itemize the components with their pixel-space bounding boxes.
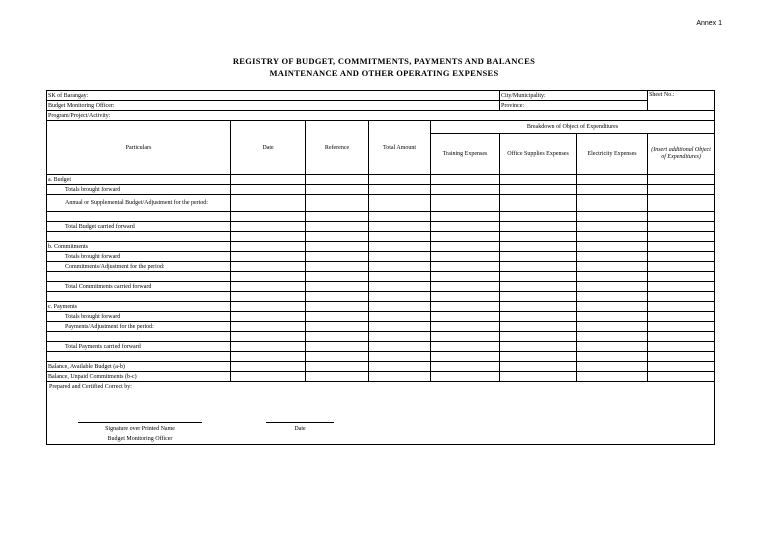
payments-total-carried: Total Payments carried forward	[47, 342, 231, 352]
province-field[interactable]: Province:	[500, 101, 648, 111]
prepared-label: Prepared and Certified Correct by:	[49, 384, 132, 390]
balance-available: Balance, Available Budget (a-b)	[47, 362, 231, 372]
sk-barangay-field[interactable]: SK of Barangay:	[47, 91, 500, 101]
form-title: REGISTRY OF BUDGET, COMMITMENTS, PAYMENTS AND BALANCES	[232, 56, 536, 66]
balance-unpaid: Balance, Unpaid Commitments (b-c)	[47, 372, 231, 382]
col-breakdown: Breakdown of Object of Expenditures	[431, 121, 715, 134]
section-commitments: b. Commitments	[47, 242, 231, 252]
payments-totals-forward: Totals brought forward	[47, 312, 231, 322]
col-training: Training Expenses	[431, 134, 500, 175]
col-office-supplies: Office Supplies Expenses	[500, 134, 577, 175]
col-date: Date	[231, 121, 306, 175]
registry-table	[46, 90, 715, 445]
commitments-adjustment: Commitments/Adjustment for the period:	[47, 262, 231, 272]
col-reference: Reference	[306, 121, 369, 175]
position-caption: Budget Monitoring Officer	[107, 436, 173, 442]
section-payments: c. Payments	[47, 302, 231, 312]
annex-label: Annex 1	[696, 20, 722, 27]
commitments-total-carried: Total Commitments carried forward	[47, 282, 231, 292]
signature-line[interactable]	[78, 422, 202, 423]
col-electricity: Electricity Expenses	[577, 134, 648, 175]
col-insert-additional: (Insert additional Object of Expenditures)	[648, 134, 715, 175]
budget-totals-forward: Totals brought forward	[47, 185, 231, 195]
form-subtitle: MAINTENANCE AND OTHER OPERATING EXPENSES	[269, 68, 499, 78]
col-total-amount: Total Amount	[369, 121, 431, 175]
officer-field[interactable]: Budget Monitoring Officer:	[47, 101, 500, 111]
budget-annual: Annual or Supplemental Budget/Adjustment for the period:	[47, 195, 231, 212]
signature-caption: Signature over Printed Name	[105, 426, 175, 432]
budget-total-carried: Total Budget carried forward	[47, 222, 231, 232]
commitments-totals-forward: Totals brought forward	[47, 252, 231, 262]
program-field[interactable]: Program/Project/Activity:	[47, 111, 715, 121]
payments-adjustment: Payments/Adjustment for the period:	[47, 322, 231, 332]
certification-block	[47, 382, 715, 445]
city-field[interactable]: City/Municipality:	[500, 91, 648, 101]
section-budget: a. Budget	[47, 175, 231, 185]
col-particulars: Particulars	[47, 121, 231, 175]
date-line[interactable]	[266, 422, 334, 423]
sheet-no-field[interactable]: Sheet No.:	[648, 91, 715, 111]
date-caption: Date	[294, 426, 306, 432]
